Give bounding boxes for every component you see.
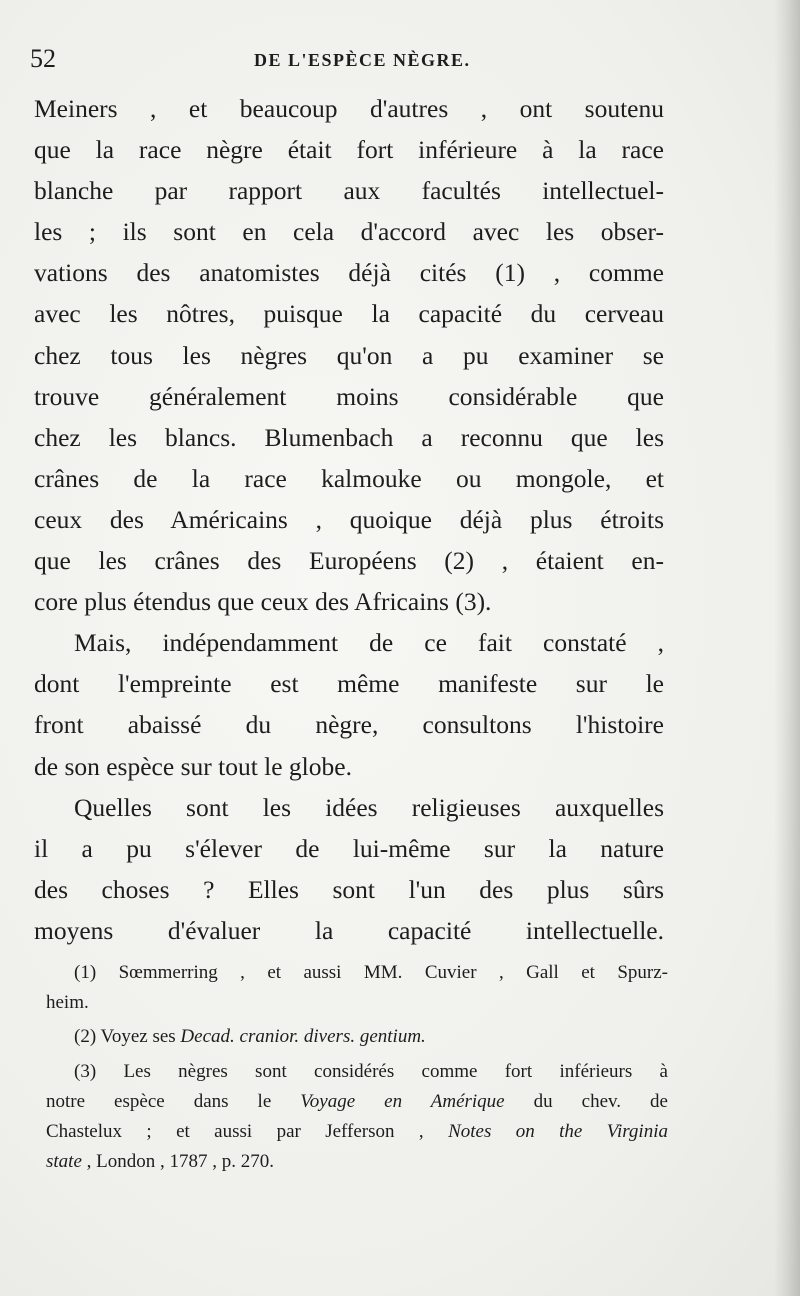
text-line: blanche par rapport aux facultés intellectuel- [34,176,664,206]
footnote-2 [46,1022,668,1052]
text-line: crânes de la race kalmouke ou mongole, et [34,463,664,493]
text-line: Mais, indépendamment de ce fait constaté , [74,628,664,658]
footnotes [46,958,668,1177]
text-line: que les crânes des Européens (2) , étaient en- [34,546,664,576]
footnote-text: (2) Voyez ses [74,1026,181,1048]
paragraph-3 [34,787,664,951]
footnote-line [46,1117,668,1147]
footnote-line [46,1147,668,1177]
page-header [30,44,770,76]
footnote-line: (3) Les nègres sont considérés comme fort inférieurs à [74,1060,668,1082]
text-line: moyens d'évaluer la capacité intellectuelle. [34,915,664,945]
text-line: chez les blancs. Blumenbach a reconnu que les [34,422,664,452]
text-line: trouve généralement moins considérable que [34,381,664,411]
footnote-italic-title: Decad. cranior. divers. gentium. [180,1026,426,1048]
page-number: 52 [30,44,56,73]
footnote-line [46,1022,668,1052]
paragraph-1 [34,88,664,622]
footnote-line [46,1087,668,1117]
page-edge-shadow [774,0,800,1296]
footnote-text: , London , 1787 , p. 270. [81,1151,274,1173]
footnote-line: (1) Sœmmerring , et aussi MM. Cuvier , Gall et Spurz- [74,962,668,983]
text-line: les ; ils sont en cela d'accord avec les obser- [34,217,664,247]
footnote-3 [46,1057,668,1178]
footnote-text: du chev. de [504,1090,668,1112]
text-line: Meiners , et beaucoup d'autres , ont soutenu [34,94,664,123]
footnote-1 [46,958,668,1018]
running-head: DE L'ESPÈCE NÈGRE. [254,50,471,70]
text-line: chez tous les nègres qu'on a pu examiner se [34,340,664,370]
text-line: Quelles sont les idées religieuses auxquelles [74,792,664,822]
text-line: que la race nègre était fort inférieure à la race [34,135,664,165]
text-line: dont l'empreinte est même manifeste sur le [34,669,664,699]
body-text [34,88,664,951]
text-line: avec les nôtres, puisque la capacité du cerveau [34,299,664,329]
footnote-text: notre espèce dans le [46,1090,301,1112]
paragraph-2 [34,622,664,786]
text-line: ceux des Américains , quoique déjà plus étroits [34,504,664,534]
footnote-italic-title: Voyage en Amérique [300,1090,505,1112]
text-line: des choses ? Elles sont l'un des plus sûrs [34,874,664,904]
text-line: de son espèce sur tout le globe. [34,751,352,781]
text-line: il a pu s'élever de lui-même sur la nature [34,833,664,863]
text-line: front abaissé du nègre, consultons l'histoire [34,710,664,740]
footnote-line: heim. [46,992,89,1014]
footnote-italic-title: Notes on the Virginia [448,1121,668,1143]
footnote-text: Chastelux ; et aussi par Jefferson , [46,1121,449,1143]
text-line: vations des anatomistes déjà cités (1) , comme [34,258,664,288]
footnote-italic-title: state [46,1151,82,1173]
text-line: core plus étendus que ceux des Africains (3). [34,587,492,617]
